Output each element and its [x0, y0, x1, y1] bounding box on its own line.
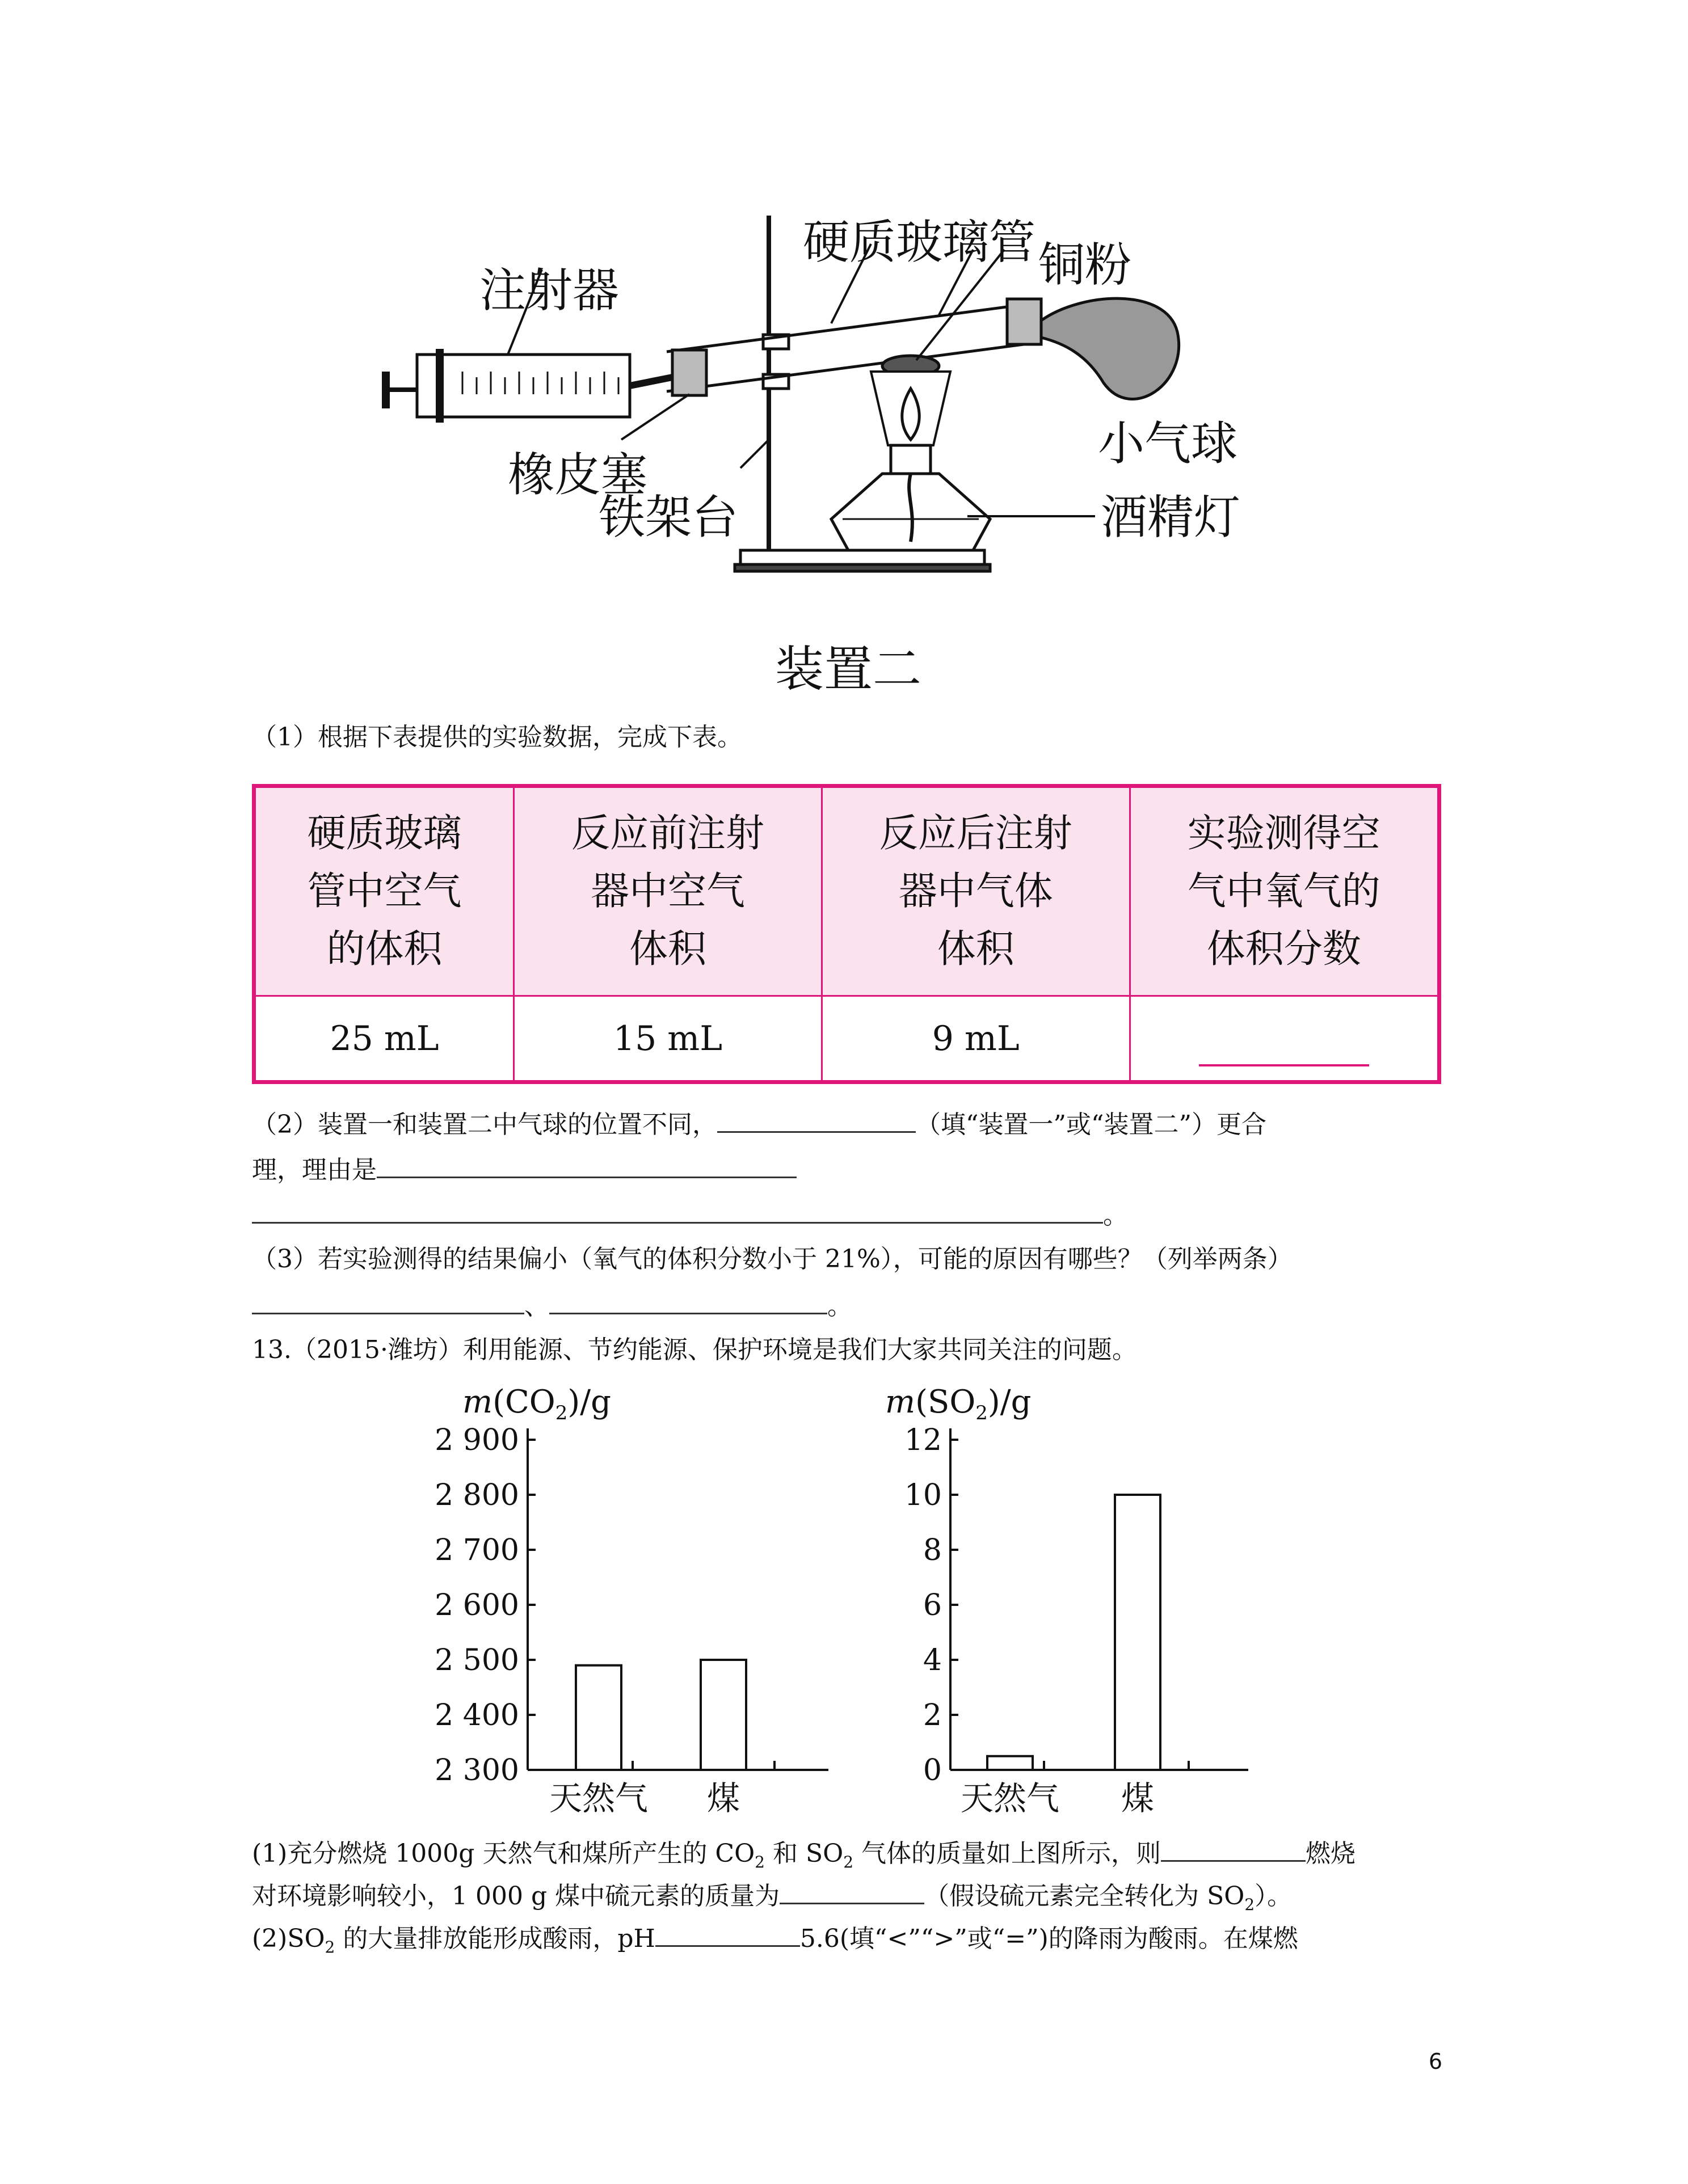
- question-2-line-1: （2）装置一和装置二中气球的位置不同， （填“装置一”或“装置二”）更合: [252, 1106, 1266, 1142]
- data-table: [252, 784, 1441, 1084]
- y-tick-label: 10: [904, 1478, 942, 1512]
- bar: [701, 1660, 746, 1770]
- y-tick-label: 2 300: [435, 1753, 519, 1787]
- answer-blank[interactable]: [780, 1878, 924, 1904]
- syringe-label: 注射器: [479, 264, 620, 318]
- alcohol-lamp-label: 酒精灯: [1101, 491, 1241, 545]
- bar: [987, 1756, 1033, 1770]
- rubber-stopper-label: 橡皮塞: [508, 448, 648, 502]
- answer-blank[interactable]: [377, 1152, 797, 1178]
- answer-blank[interactable]: [717, 1106, 916, 1133]
- question-13-1-line-2: 对环境影响较小，1 000 g 煤中硫元素的质量为 （假设硫元素完全转化为 $SO_2$）。: [252, 1878, 1292, 1922]
- figure-caption: 装置二: [775, 641, 921, 698]
- answer-blank[interactable]: [252, 1197, 1103, 1224]
- bar: [1115, 1495, 1160, 1770]
- apparatus-figure: [372, 201, 1319, 621]
- question-2-line-2: 理，理由是: [252, 1152, 797, 1187]
- table-cell: 25 mL: [254, 996, 514, 1082]
- question-1-text: （1）根据下表提供的实验数据，完成下表。: [252, 723, 742, 752]
- y-tick-label: 2 800: [435, 1478, 519, 1512]
- co2-chart: [420, 1378, 851, 1818]
- header-syringe-after: 反应后注射 器中气体 体积: [822, 786, 1130, 996]
- x-category-label: 煤: [1121, 1779, 1155, 1815]
- x-category-label: 天然气: [960, 1779, 1060, 1815]
- y-axis-label: $m(SO_2)/g$: [885, 1384, 1032, 1424]
- question-3-text: （3）若实验测得的结果偏小（氧气的体积分数小于 21%），可能的原因有哪些？（列举两条）: [252, 1245, 1293, 1274]
- y-tick-label: 12: [904, 1423, 942, 1457]
- question-13-1-line-1: (1)充分燃烧 1000g 天然气和煤所产生的 $CO_2$ 和 $SO_2$ 气体的质量如上图所示，则 燃烧: [252, 1835, 1356, 1879]
- iron-stand-label: 铁架台: [599, 491, 739, 545]
- y-tick-label: 8: [923, 1533, 942, 1567]
- balloon-label: 小气球: [1098, 417, 1238, 471]
- answer-blank-cell[interactable]: [1130, 996, 1439, 1082]
- question-3-answers: 、 。: [252, 1288, 852, 1323]
- answer-blank[interactable]: [1161, 1835, 1306, 1862]
- x-category-label: 煤: [706, 1779, 740, 1815]
- header-oxygen-fraction: 实验测得空 气中氧气的 体积分数: [1130, 786, 1439, 996]
- page-number: 6: [1428, 2049, 1442, 2074]
- question-13-text: 13.（2015·潍坊）利用能源、节约能源、保护环境是我们大家共同关注的问题。: [252, 1335, 1137, 1364]
- y-axis-label: $m(CO_2)/g$: [462, 1384, 611, 1424]
- hard-glass-tube-label: 硬质玻璃管: [803, 216, 1036, 269]
- y-tick-label: 2: [923, 1698, 942, 1732]
- table-cell: 15 mL: [514, 996, 822, 1082]
- y-tick-label: 6: [923, 1588, 942, 1622]
- copper-powder-label: 铜粉: [1038, 238, 1132, 292]
- y-tick-label: 2 400: [435, 1698, 519, 1732]
- y-tick-label: 4: [923, 1643, 942, 1677]
- bar: [576, 1666, 621, 1770]
- table-cell: 9 mL: [822, 996, 1130, 1082]
- question-13-2-line: $(2)SO_2$ 的大量排放能形成酸雨，pH 5.6(填“<”“>”或“=”)的降雨为酸雨。在煤燃: [252, 1920, 1298, 1964]
- answer-blank[interactable]: [549, 1288, 827, 1314]
- y-tick-label: 2 900: [435, 1423, 519, 1457]
- y-tick-label: 2 600: [435, 1588, 519, 1622]
- y-tick-label: 2 700: [435, 1533, 519, 1567]
- header-syringe-before: 反应前注射 器中空气 体积: [514, 786, 822, 996]
- answer-blank[interactable]: [655, 1920, 800, 1947]
- header-tube-air-volume: 硬质玻璃 管中空气 的体积: [254, 786, 514, 996]
- answer-blank[interactable]: [252, 1288, 524, 1314]
- x-category-label: 天然气: [549, 1779, 649, 1815]
- so2-chart: [885, 1378, 1260, 1818]
- y-tick-label: 2 500: [435, 1643, 519, 1677]
- y-tick-label: 0: [923, 1753, 942, 1787]
- question-2-line-3: 。: [252, 1197, 1128, 1233]
